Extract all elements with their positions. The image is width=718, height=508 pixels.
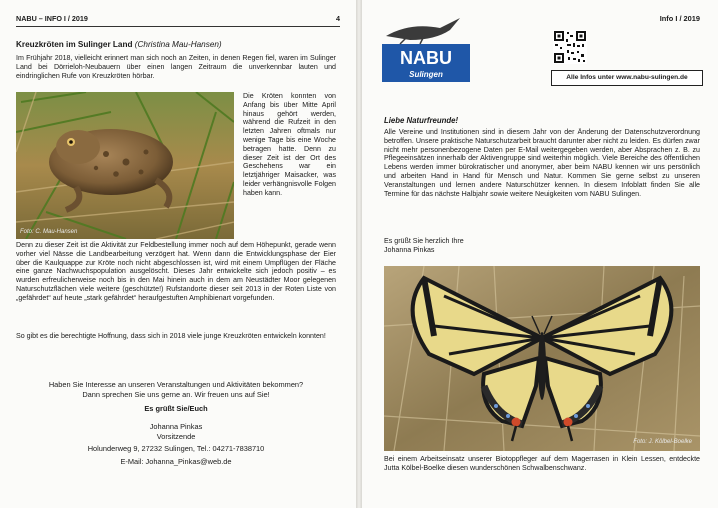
salutation: Liebe Naturfreunde! [384,116,459,125]
right-page [362,0,718,508]
right-column [243,92,336,198]
issue-label: Info I / 2019 [659,14,700,23]
article-title [16,40,222,49]
column-paragraph: Die Kröten konnten von Anfang bis über Mitte April hinaus gehört werden, während die Rufzeit in den letzten Jahren oftmals nur wenige Tage bis eine Woche betragen hatte. Denn zu dieser Zeit ist der Ort des Geschehens war ein letztjähriger Maisacker, was leider verhängnisvolle Folgen haben kann. [243,92,336,197]
sender [16,422,336,441]
butterfly-image [384,266,700,451]
butterfly-photo [384,266,700,451]
left-page [0,0,356,508]
photo-caption: Bei einem Arbeitseinsatz unserer Biotoppfleger auf dem Magerrasen in Klein Lessen, entdeckte Jutta Kölbel-Boelke diesen wunderschönen Schwalbenschwanz. [384,455,700,472]
title-text: Kreuzkröten im Sulinger Land [16,40,133,49]
page-number: 4 [336,14,340,23]
address: Holunderweg 9, 27232 Sulingen, Tel.: 04271-7838710 [87,444,265,453]
invitation [16,380,336,399]
closing-greeting [384,237,464,255]
website-link[interactable]: Alle Infos unter www.nabu-sulingen.de [551,70,703,86]
logo-subtext: Sulingen [409,70,443,79]
invite-line-1: Haben Sie Interesse an unseren Veranstaltungen und Aktivitäten bekommen? [48,380,304,389]
main-paragraph: Denn zu dieser Zeit ist die Aktivität zur Feldbestellung immer noch auf dem Höhepunkt, gerade wenn vorher viel Nässe die Landbearbeitung verzögert hat. Wenn dann die Entwicklungsphase der Eier über die Kaulquappe zur Kröte noch nicht abgeschlossen ist, wird mit einem Umpflügen der Fläche eine ganze Nachwuchspopulation ausgelöscht. Dieses Jahr entwickelte sich jedoch positiv – es wurden erfreulicherweise noch bis in den Mai hinein auch in dem am Neustädter Moor gelegenen Naturschutzflächen viele weitere (geschützte!) Rufstandorte dieser seit 2013 in der Roten Liste von „gefährdet“ auf heute „stark gefährdet“ heraufgestuften Amphibienart vorgefunden. [16,241,336,302]
hope-paragraph: So gibt es die berechtigte Hoffnung, dass sich in 2018 viele junge Kreuzkröten entwickeln konnten! [16,332,326,340]
closing-sender: Johanna Pinkas [384,246,435,254]
greeting: Es grüßt Sie/Euch [144,404,208,413]
logo-text: NABU [400,48,452,68]
header-rule [16,26,340,27]
page-header [16,14,340,23]
toad-photo-credit: Foto: C. Mau-Hansen [20,229,78,235]
closing-greeting-text: Es grüßt Sie herzlich Ihre [384,237,464,245]
toad-image [16,92,234,239]
stork-icon [380,14,472,84]
intro-paragraph: Im Frühjahr 2018, vielleicht erinnert man sich noch an Zeiten, in denen Regen fiel, waren im Sulinger Land bei Dörrieloh-Neubauern über einen langen Zeitraum die unverkennbar lauten und eindringlichen Rufe von Kreuzkröten hörbar. [16,54,336,80]
toad-photo [16,92,234,239]
article-author: (Christina Mau-Hansen) [134,40,222,49]
sender-name: Johanna Pinkas [149,422,203,431]
header-text: NABU – INFO I / 2019 [16,14,88,23]
email-link[interactable]: E-Mail: Johanna_Pinkas@web.de [120,457,232,466]
butterfly-photo-credit: Foto: J. Kölbel-Boelke [633,439,692,445]
letter-body: Alle Vereine und Institutionen sind in diesem Jahr von der Änderung der Datenschutzverordnung betroffen. Unsere praktische Naturschutzarbeit braucht darunter aber nicht zu leiden. Es dürfen zwar nicht mehr personenbezogene Daten per E-Mail weitergegeben werden, aber Absprachen z. B. zu Pflegeeinsätzen innerhalb der Aktivengruppe sind weiterhin möglich. Viele Bereiche des öffentlichen Lebens werden immer bürokratischer und anonymer, aber beim NABU kennen wir uns persönlich und arbeiten Hand in Hand für Mensch und Natur. Kommen Sie gerne selbst zu unseren Veranstaltungen und lernen andere Naturschützer kennen. In diesem Infoblatt finden Sie alle Termine für das nächste Halbjahr sowie weitere Neuigkeiten vom NABU Sulingen. [384,128,700,198]
invite-line-2: Dann sprechen Sie uns gerne an. Wir freuen uns auf Sie! [82,389,270,399]
sender-role: Vorsitzende [156,431,196,441]
qr-code-icon[interactable] [553,30,587,64]
nabu-logo [380,14,472,84]
